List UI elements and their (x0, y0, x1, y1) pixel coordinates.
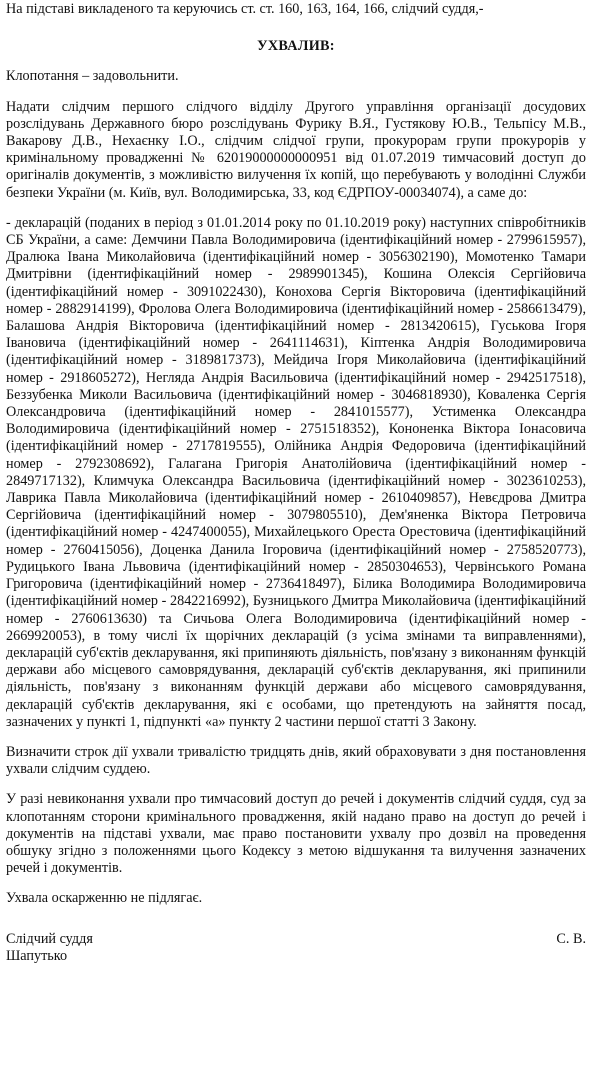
appeal-line: Ухвала оскарженню не підлягає. (6, 890, 203, 907)
signature-surname: Шапутько (6, 947, 68, 964)
motion-granted-line: Клопотання – задовольнити. (6, 68, 179, 85)
signature-title: Слідчий суддя (6, 930, 93, 947)
grant-access-paragraph: Надати слідчим першого слідчого відділу Другого управління організації досудових розслідувань Державного бюро розслідувань Фурику В.Я., Густякову Ю.В., Тельпісу М.В., Вакарову Д.В., Нехаєнку І.О., слідчим слідчої групи, прокурорам групи прокурорів у кримінальному провадженні № 62019000000000951 від 01.07.2019 тимчасовий доступ до оригіналів документів, з можливістю вилучення їх копій, що перебувають у володінні Служби безпеки України (м. Київ, вул. Володимирська, 33, код ЄДРПОУ-00034074), а саме до: (6, 98, 586, 201)
court-ruling-page (6, 0, 586, 965)
intro-line: На підставі викладеного та керуючись ст. ст. 160, 163, 164, 166, слідчий суддя,- (6, 1, 484, 17)
signature-block (6, 931, 586, 948)
noncompliance-paragraph: У разі невиконання ухвали про тимчасовий доступ до речей і документів слідчий суддя, суд за клопотанням сторони кримінального провадження, якій надано право на доступ до речей і документів на підставі ухвали, має право постановити ухвалу про дозвіл на проведення обшуку згідно з положеннями цього Кодексу з метою відшукання та вилучення зазначених речей і документів. (6, 791, 586, 877)
term-paragraph: Визначити строк дії ухвали тривалістю тридцять днів, який обраховувати з дня постановлення ухвали слідчим суддею. (6, 743, 586, 778)
signature-initials: С. В. (556, 930, 586, 947)
ruling-heading: УХВАЛИВ: (257, 38, 335, 55)
declarations-paragraph: - декларацій (поданих в період з 01.01.2014 року по 01.10.2019 року) наступних співробітників СБ України, а саме: Демчини Павла Володимировича (ідентифікаційний номер - 2799615957), Дралюка Івана Миколайовича (ідентифікаційний номер - 3056302190), Момотенко Тамари Дмитрівни (ідентифікаційний номер - 2989901345), Кошина Олексія Сергійовича (ідентифікаційний номер - 3091022430), Конохова Сергія Вікторовича (ідентифікаційний номер - 2882914199), Фролова Олега Володимировича (ідентифікаційний номер - 2586613479), Балашова Андрія Вікторовича (ідентифікаційний номер - 2813420615), Гуськова Ігоря Івановича (ідентифікаційний номер - 2641114631), Кіптенка Андрія Володимировича (ідентифікаційний номер - 3189817373), Мейдича Ігоря Миколайовича (ідентифікаційний номер - 2918605272), Негляда Андрія Васильовича (ідентифікаційний номер - 2942517518), Беззубенка Миколи Васильовича (ідентифікаційний номер - 3046818930), Коваленка Сергія Олександровича (ідентифікаційний номер - 2841015577), Устименка Олександра Володимировича (ідентифікаційний номер - 2751518352), Кононенка Віктора Іонасовича (ідентифікаційний номер - 2717819555), Олійника Андрія Федоровича (ідентифікаційний номер - 2792308692), Галагана Григорія Анатолійовича (ідентифікаційний номер - 2849717132), Климчука Олександра Васильовича (ідентифікаційний номер - 3023610253), Лаврика Павла Миколайовича (ідентифікаційний номер - 2610409857), Невєдрова Дмитра Сергійовича (ідентифікаційний номер - 3079805510), Дем'яненка Віктора Петровича (ідентифікаційний номер - 4247400055), Михайлецького Ореста Орестовича (ідентифікаційний номер - 2760415056), Доценка Данила Ігоровича (ідентифікаційний номер - 2758520773), Рудицького Івана Львовича (ідентифікаційний номер - 2850304653), Червінського Романа Григоровича (ідентифікаційний номер - 2736418497), Білика Володимира Володимировича (ідентифікаційний номер - 2842216992), Бузницького Дмитра Миколайовича (ідентифікаційний номер - 2760613630) та Сичьова Олега Володимировича (ідентифікаційний номер - 2669920053), в тому числі їх щорічних декларацій (з усіма змінами та виправленнями), декларацій суб'єктів декларування, які припиняють діяльність, пов'язану з виконанням функцій держави або місцевого самоврядування, декларацій суб'єктів декларування, які припинили діяльність, пов'язану з виконанням функцій держави або місцевого самоврядування, декларацій суб'єктів декларування, які є особами, що претендують на зайняття посад, зазначених у пункті 1, підпункті «а» пункту 2 частини першої статті 3 Закону. (6, 214, 586, 730)
